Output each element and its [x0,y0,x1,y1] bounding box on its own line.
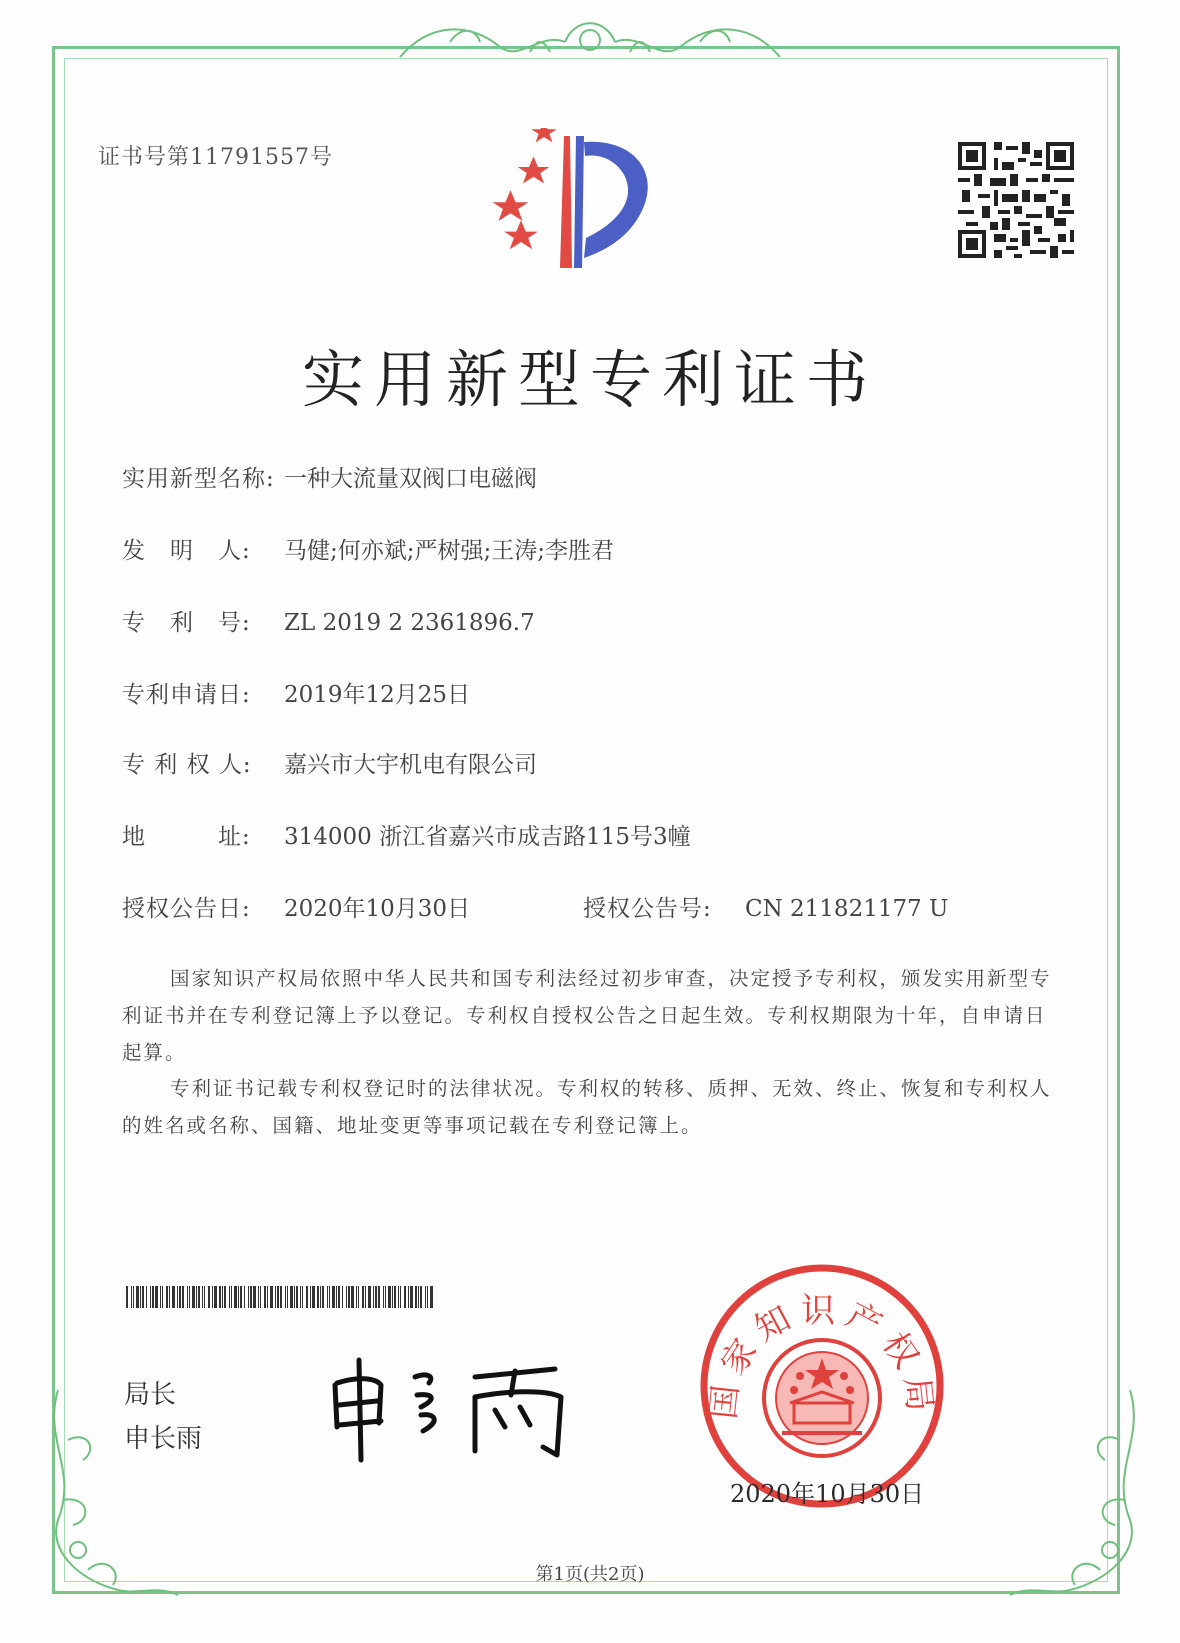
field-label: 授权公告号: [583,896,712,922]
director-title: 局长 [124,1380,177,1410]
field-patentee [122,746,537,779]
field-utility-name [122,460,537,493]
director-name: 申长雨 [124,1424,203,1454]
field-label: 地 址: [122,824,251,850]
certificate-title: 实用新型专利证书 [301,343,878,416]
certificate-number: 证书号第11791557号 [98,145,333,170]
field-label: 发 明 人: [122,538,251,564]
field-publication-number [583,890,948,923]
svg-text:国家知识产权局: 国家知识产权局 [703,1291,941,1422]
field-inventors [122,532,614,565]
field-label: 专利申请日: [122,682,251,708]
field-value: 马健;何亦斌;严树强;王涛;李胜君 [284,538,614,564]
field-patent-number [122,604,535,637]
field-value: 314000 浙江省嘉兴市成吉路115号3幢 [284,824,691,850]
paragraph-grant-statement: 国家知识产权局依照中华人民共和国专利法经过初步审查，决定授予专利权，颁发实用新型专利证书并在专利登记簿上予以登记。专利权自授权公告之日起生效。专利权期限为十年，自申请日起算。 [122,967,1052,1064]
page-number: 第1页(共2页) [535,1564,645,1585]
cnipa-logo-icon [488,128,688,278]
signature-icon [325,1355,585,1465]
field-label: 专 利 号: [122,610,251,636]
seal-date: 2020年10月30日 [730,1480,925,1508]
field-label: 授权公告日: [122,896,251,922]
field-value: ZL 2019 2 2361896.7 [284,610,535,636]
top-ornament-icon [390,12,790,72]
barcode-icon [126,1286,436,1308]
field-label: 专 利 权 人: [122,752,252,778]
field-value: CN 211821177 U [745,896,949,922]
field-value: 2020年10月30日 [284,896,471,922]
field-grant-date [122,890,470,923]
field-value: 嘉兴市大宇机电有限公司 [284,752,537,778]
qr-code-icon [958,142,1074,258]
field-address [122,818,691,851]
paragraph-legal-status: 专利证书记载专利权登记时的法律状况。专利权的转移、质押、无效、终止、恢复和专利权人的姓名或名称、国籍、地址变更等事项记载在专利登记簿上。 [122,1077,1052,1137]
field-value: 一种大流量双阀口电磁阀 [284,466,537,492]
field-label: 实用新型名称: [122,466,275,492]
field-filing-date [122,676,470,709]
field-value: 2019年12月25日 [284,682,471,708]
